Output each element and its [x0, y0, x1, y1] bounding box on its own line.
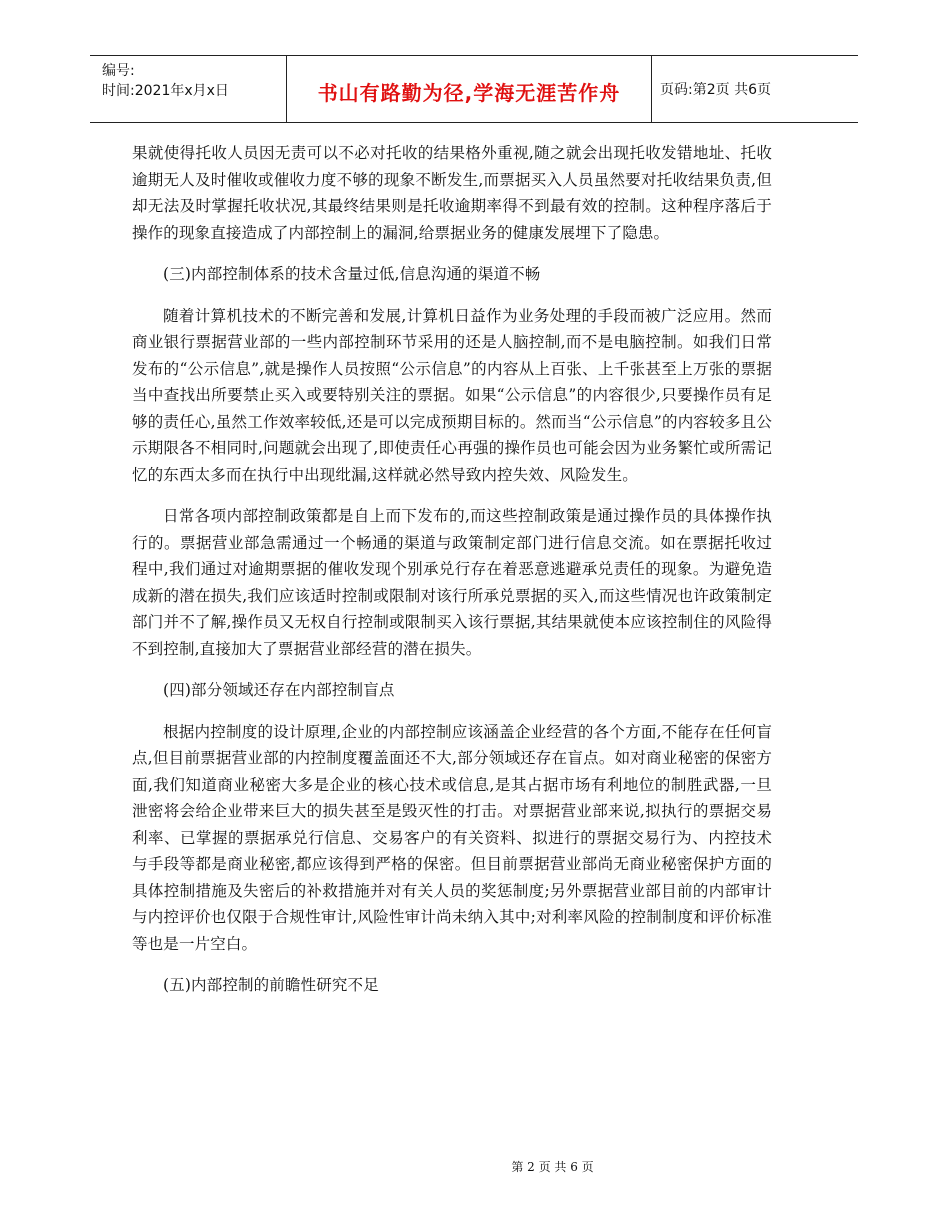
document-body — [132, 140, 772, 1014]
paragraph-policy-channel: 日常各项内部控制政策都是自上而下发布的,而这些控制政策是通过操作员的具体操作执行的。票据营业部急需通过一个畅通的渠道与政策制定部门进行信息交流。如在票据托收过程中,我们通过对逾期票据的催收发现个别承兑行存在着恶意逃避承兑责任的现象。为避免造成新的潜在损失,我们应该适时控制或限制对该行所承兑票据的买入,而这些情况也许政策制定部门并不了解,操作员又无权自行控制或限制买入该行票据,其结果就使本应该控制住的风险得不到控制,直接加大了票据营业部经营的潜在损失。 — [132, 507, 772, 658]
paragraph-continuation: 果就使得托收人员因无责可以不必对托收的结果格外重视,随之就会出现托收发错地址、托收逾期无人及时催收或催收力度不够的现象不断发生,而票据买入人员虽然要对托收结果负责,但却无法及时掌握托收状况,其最终结果则是托收逾期率得不到最有效的控制。这种程序落后于操作的现象直接造成了内部控制上的漏洞,给票据业务的健康发展埋下了隐患。 — [132, 144, 772, 242]
page-footer — [0, 1158, 950, 1175]
doc-number-label: 编号: — [102, 63, 135, 79]
header-page-info: 页码:第2页 共6页 — [660, 82, 771, 98]
header-meta — [90, 56, 286, 122]
section-heading-3: (三)内部控制体系的技术含量过低,信息沟通的渠道不畅 — [163, 265, 541, 283]
doc-time-label: 时间:2021年x月x日 — [102, 83, 229, 99]
header-page-info-cell — [650, 56, 858, 122]
paragraph-tech-content: 随着计算机技术的不断完善和发展,计算机日益作为业务处理的手段而被广泛应用。然而商业银行票据营业部的一些内部控制环节采用的还是人脑控制,而不是电脑控制。如我们日常发布的“公示信息”,就是操作人员按照“公示信息”的内容从上百张、上千张甚至上万张的票据当中查找出所要禁止买入或要特别关注的票据。如果“公示信息”的内容很少,只要操作员有足够的责任心,虽然工作效率较低,还是可以完成预期目标的。然而当“公示信息”的内容较多且公示期限各不相同时,问题就会出现了,即使责任心再强的操作员也可能会因为业务繁忙或所需记忆的东西太多而在执行中出现纰漏,这样就必然导致内控失效、风险发生。 — [132, 306, 772, 484]
header-motto-cell — [286, 56, 652, 122]
footer-page-number: 第 2 页 共 6 页 — [511, 1160, 594, 1174]
section-heading-5: (五)内部控制的前瞻性研究不足 — [163, 976, 379, 994]
paragraph-blind-spots: 根据内控制度的设计原理,企业的内部控制应该涵盖企业经营的各个方面,不能存在任何盲点,但目前票据营业部的内控制度覆盖面还不大,部分领域还存在盲点。如对商业秘密的保密方面,我们知道商业秘密大多是企业的核心技术或信息,是其占据市场有利地位的制胜武器,一旦泄密将会给企业带来巨大的损失甚至是毁灭性的打击。对票据营业部来说,拟执行的票据交易利率、已掌握的票据承兑行信息、交易客户的有关资料、拟进行的票据交易行为、内控技术与手段等都是商业秘密,都应该得到严格的保密。但目前票据营业部尚无商业秘密保护方面的具体控制措施及失密后的补救措施并对有关人员的奖惩制度;另外票据营业部目前的内部审计与内控评价也仅限于合规性审计,风险性审计尚未纳入其中;对利率风险的控制制度和评价标准等也是一片空白。 — [132, 722, 772, 953]
section-heading-4: (四)部分领域还存在内部控制盲点 — [163, 681, 395, 699]
page-header — [90, 55, 858, 123]
header-motto: 书山有路勤为径,学海无涯苦作舟 — [317, 80, 621, 105]
